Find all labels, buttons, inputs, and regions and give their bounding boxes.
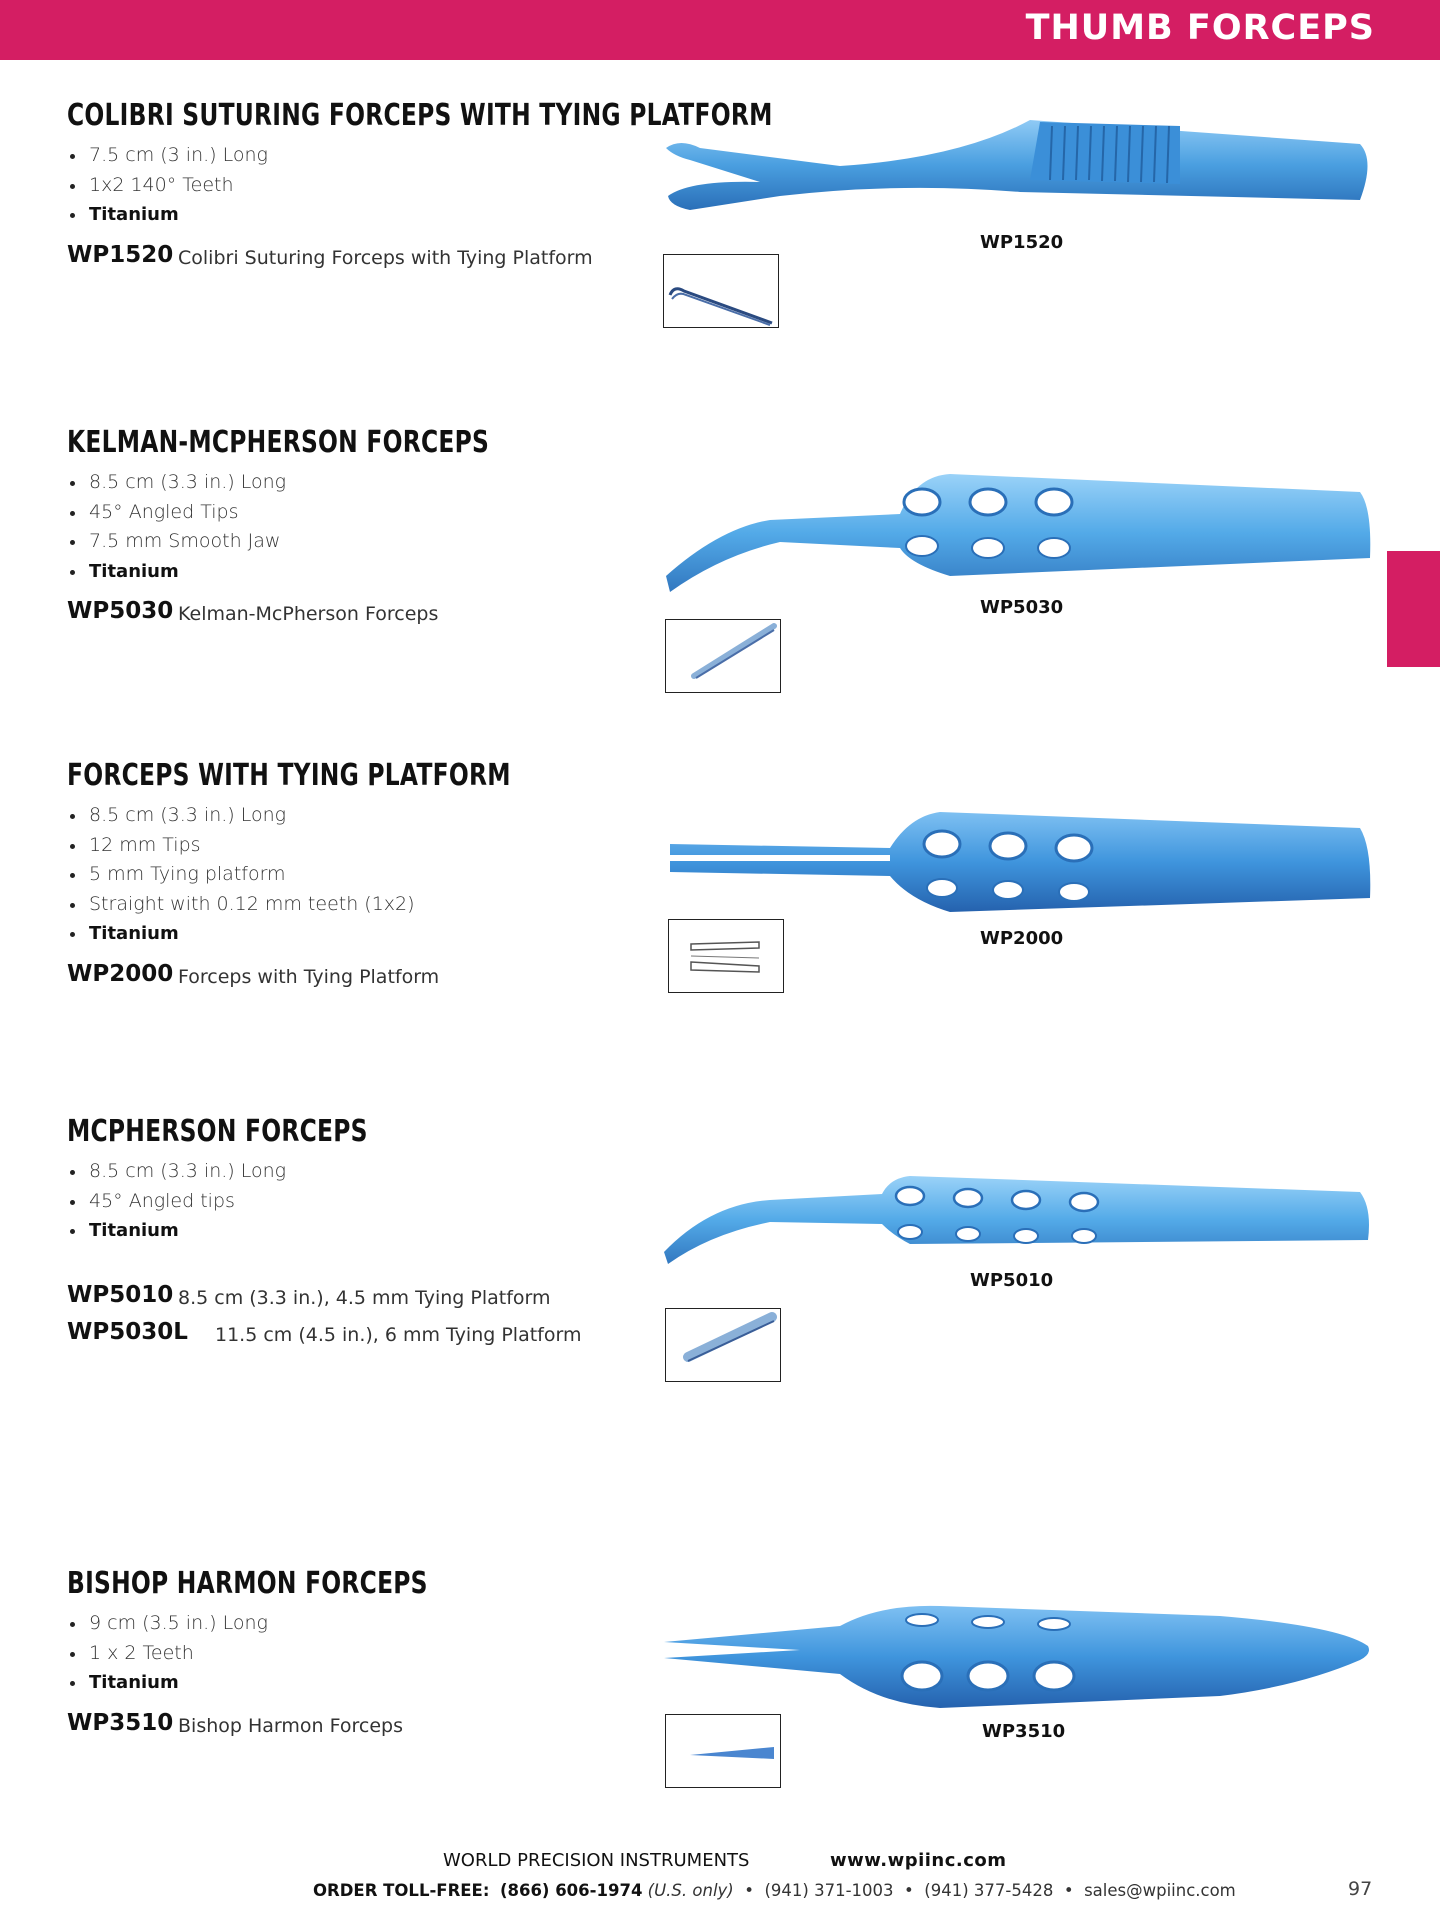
us-only-note: (U.S. only) xyxy=(647,1881,734,1900)
catalog-desc: Colibri Suturing Forceps with Tying Platform xyxy=(178,246,593,269)
feature-item: Straight with 0.12 mm teeth (1x2) xyxy=(67,890,636,920)
section-title: COLIBRI SUTURING FORCEPS WITH TYING PLATFORM xyxy=(67,98,773,133)
tip-detail-thumbnail xyxy=(665,1308,781,1382)
footer-contact xyxy=(313,1881,1236,1900)
page-title: THUMB FORCEPS xyxy=(1025,8,1375,48)
separator: • xyxy=(744,1881,754,1900)
section-kelman-mcpherson xyxy=(67,425,608,632)
forceps-wp5030-image xyxy=(660,468,1380,598)
catalog-code: WP3510 xyxy=(67,1709,174,1736)
phone-number: (941) 371-1003 xyxy=(764,1881,894,1900)
feature-item: 45° Angled tips xyxy=(67,1187,453,1217)
tip-detail-thumbnail xyxy=(665,619,781,693)
section-title: KELMAN-MCPHERSON FORCEPS xyxy=(67,425,490,460)
catalog-desc: 8.5 cm (3.3 in.), 4.5 mm Tying Platform xyxy=(178,1286,551,1309)
feature-item: Titanium xyxy=(67,1216,453,1246)
email-link[interactable]: sales@wpiinc.com xyxy=(1084,1881,1236,1900)
catalog-row xyxy=(67,1318,582,1353)
feature-item: 5 mm Tying platform xyxy=(67,860,636,890)
catalog-row xyxy=(67,961,636,995)
feature-list xyxy=(67,468,608,586)
separator: • xyxy=(1063,1881,1074,1900)
catalog-code: WP5030L xyxy=(67,1318,188,1345)
feature-item: 7.5 cm (3 in.) Long xyxy=(67,141,972,171)
feature-item: Titanium xyxy=(67,1668,530,1698)
tip-detail-thumbnail xyxy=(668,919,784,993)
section-title: BISHOP HARMON FORCEPS xyxy=(67,1566,428,1601)
feature-item: 1x2 140° Teeth xyxy=(67,171,972,201)
order-label: ORDER TOLL-FREE: xyxy=(313,1881,490,1900)
feature-item: 8.5 cm (3.3 in.) Long xyxy=(67,801,636,831)
page-number: 97 xyxy=(1348,1878,1373,1900)
product-label: WP2000 xyxy=(980,928,1064,949)
feature-item: Titanium xyxy=(67,919,636,949)
feature-item: 1 x 2 Teeth xyxy=(67,1639,530,1669)
catalog-desc: 11.5 cm (4.5 in.), 6 mm Tying Platform xyxy=(215,1323,582,1346)
product-label: WP5030 xyxy=(980,597,1064,618)
catalog-row xyxy=(67,1281,551,1316)
product-label: WP3510 xyxy=(982,1721,1066,1742)
forceps-wp1520-image xyxy=(660,100,1380,220)
catalog-code: WP1520 xyxy=(67,241,174,268)
section-bishop-harmon xyxy=(67,1566,530,1744)
feature-list xyxy=(67,1609,530,1698)
feature-item: 8.5 cm (3.3 in.) Long xyxy=(67,468,608,498)
separator: • xyxy=(904,1881,914,1900)
footer-company: WORLD PRECISION INSTRUMENTS xyxy=(443,1850,750,1871)
product-label: WP5010 xyxy=(970,1270,1054,1291)
toll-free-number: (866) 606-1974 xyxy=(499,1881,643,1900)
feature-item: 12 mm Tips xyxy=(67,831,636,861)
fax-number: (941) 377-5428 xyxy=(924,1881,1054,1900)
catalog-desc: Kelman-McPherson Forceps xyxy=(178,603,439,625)
feature-list xyxy=(67,801,636,949)
feature-item: 9 cm (3.5 in.) Long xyxy=(67,1609,530,1639)
section-mcpherson xyxy=(67,1114,582,1353)
feature-item: Titanium xyxy=(67,557,608,587)
section-side-tab xyxy=(1387,551,1440,667)
feature-item: 8.5 cm (3.3 in.) Long xyxy=(67,1157,453,1187)
catalog-row xyxy=(67,1710,530,1744)
catalog-code: WP5010 xyxy=(67,1281,174,1308)
catalog-row xyxy=(67,598,608,632)
tip-detail-thumbnail xyxy=(663,254,779,328)
feature-item: 7.5 mm Smooth Jaw xyxy=(67,527,608,557)
section-tying-platform xyxy=(67,758,636,995)
catalog-row xyxy=(67,242,972,276)
footer-url[interactable]: www.wpiinc.com xyxy=(830,1850,1007,1871)
section-title: FORCEPS WITH TYING PLATFORM xyxy=(67,758,511,793)
catalog-desc: Forceps with Tying Platform xyxy=(178,965,440,988)
forceps-wp2000-image xyxy=(660,808,1380,918)
catalog-code: WP2000 xyxy=(67,960,174,987)
feature-list xyxy=(67,1157,453,1246)
product-label: WP1520 xyxy=(980,232,1064,253)
feature-item: Titanium xyxy=(67,200,972,230)
catalog-desc: Bishop Harmon Forceps xyxy=(178,1714,403,1737)
forceps-wp3510-image xyxy=(660,1600,1380,1715)
catalog-code: WP5030 xyxy=(67,598,174,624)
section-title: MCPHERSON FORCEPS xyxy=(67,1114,368,1149)
forceps-wp5010-image xyxy=(660,1168,1380,1268)
tip-detail-thumbnail xyxy=(665,1714,781,1788)
feature-item: 45° Angled Tips xyxy=(67,498,608,528)
